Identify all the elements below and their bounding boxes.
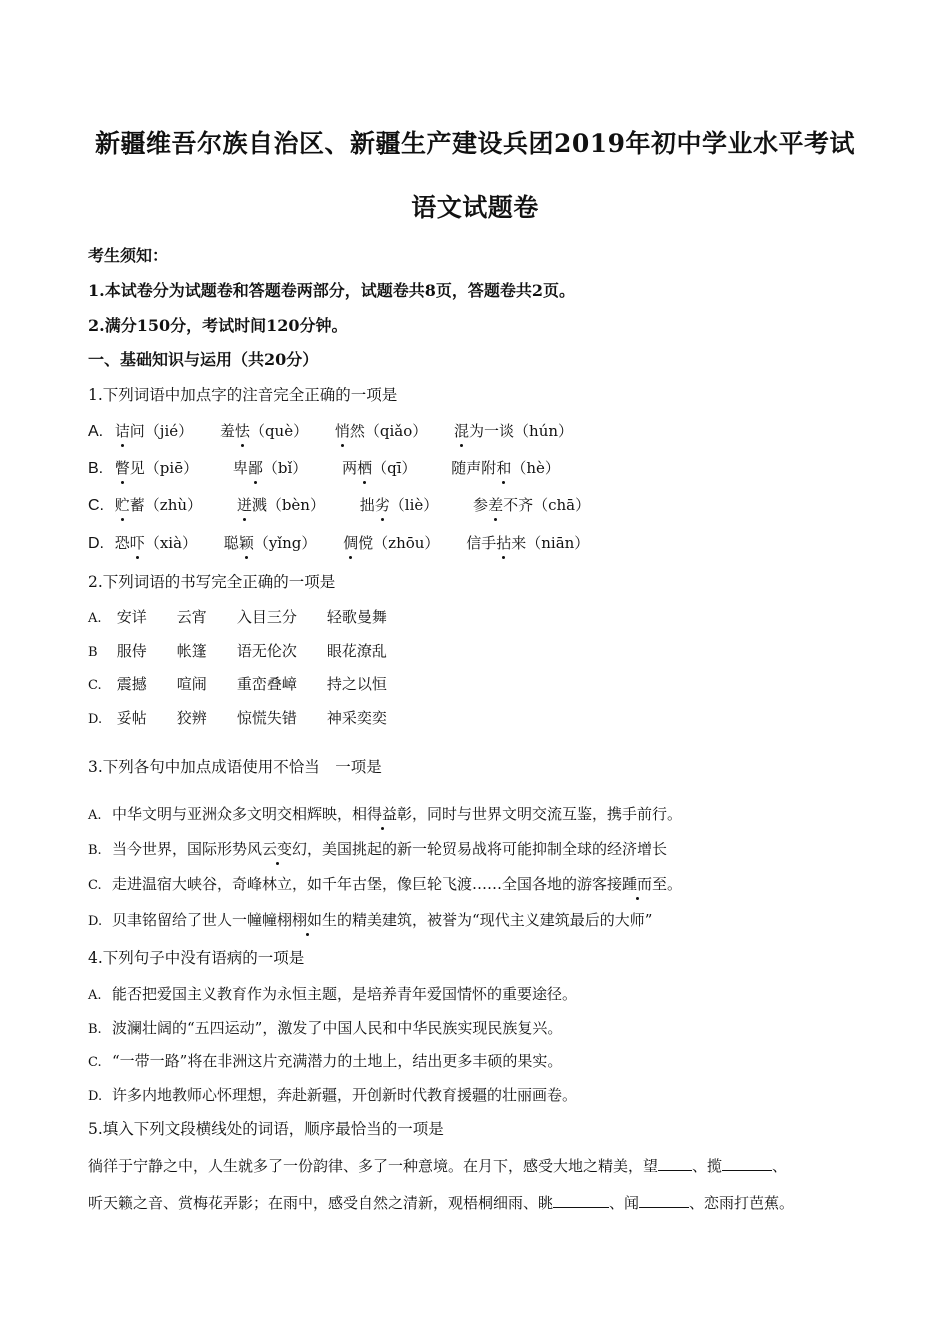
fill-blank[interactable] [722, 1156, 772, 1171]
option-label: B. [88, 460, 104, 477]
option-label: A. [88, 423, 104, 440]
fill-blank[interactable] [553, 1193, 609, 1208]
option-label: B [88, 645, 98, 660]
q5-passage-line-1: 徜徉于宁静之中，人生就多了一份韵律、多了一种意境。在月下，感受大地之精美，望 、揽 、 [88, 1157, 788, 1175]
fill-blank[interactable] [639, 1193, 689, 1208]
option-label: C. [88, 497, 104, 514]
q3-option-d: D. 贝聿铭留给了世人一幢幢栩栩如生的精美建筑，被誉为“现代主义建筑最后的大师” [88, 911, 653, 929]
q2-option-c: C. 震撼 喧闹 重峦叠嶂 持之以恒 [88, 675, 387, 693]
q2-option-a: A. 安详 云宵 入目三分 轻歌曼舞 [88, 608, 387, 626]
q3-option-a: A. 中华文明与亚洲众多文明交相辉映，相得益彰，同时与世界文明交流互鉴，携手前行。 [88, 805, 683, 823]
q4-option-b: B. 波澜壮阔的“五四运动”，激发了中国人民和中华民族实现民族复兴。 [88, 1019, 563, 1037]
q4-option-c: C. “一带一路”将在非洲这片充满潜力的土地上，结出更多丰硕的果实。 [88, 1052, 563, 1070]
option-label: C. [88, 678, 102, 693]
q4-option-d: D. 许多内地教师心怀理想，奔赴新疆，开创新时代教育援疆的壮丽画卷。 [88, 1086, 578, 1104]
notice-heading: 考生须知： [88, 246, 169, 265]
q5-stem: 5.填入下列文段横线处的词语，顺序最恰当的一项是 [88, 1120, 444, 1138]
exam-title: 新疆维吾尔族自治区、新疆生产建设兵团2019年初中学业水平考试 [94, 129, 856, 158]
q1-option-d: D. 恐吓（xià） 聪颖（yǐng） 倜傥（zhōu） 信手拈来（niān） [88, 534, 590, 552]
q2-option-d: D. 妥帖 狡辨 惊慌失错 神采奕奕 [88, 709, 387, 727]
section-heading: 一、基础知识与运用（共20分） [88, 350, 319, 369]
fill-blank[interactable] [658, 1156, 692, 1171]
q3-stem: 3.下列各句中加点成语使用不恰当 一项是 [88, 758, 382, 776]
notice-item-1: 1.本试卷分为试题卷和答题卷两部分，试题卷共8页，答题卷共2页。 [88, 281, 575, 300]
q3-option-c: C. 走进温宿大峡谷，奇峰林立，如千年古堡，像巨轮飞渡……全国各地的游客接踵而至。 [88, 875, 683, 893]
q2-stem: 2.下列词语的书写完全正确的一项是 [88, 573, 336, 591]
q1-stem: 1.下列词语中加点字的注音完全正确的一项是 [88, 386, 398, 404]
q3-option-b: B. 当今世界，国际形势风云变幻，美国挑起的新一轮贸易战将可能抑制全球的经济增长 [88, 840, 668, 858]
q2-option-b: B 服侍 帐篷 语无伦次 眼花潦乱 [88, 642, 387, 660]
notice-item-2: 2.满分150分，考试时间120分钟。 [88, 316, 348, 335]
q1-option-c: C. 贮蓄（zhù） 迸溅（bèn） 拙劣（liè） 参差不齐（chā） [88, 496, 591, 514]
exam-subtitle: 语文试题卷 [411, 193, 539, 222]
option-label: D. [88, 712, 103, 727]
option-label: D. [88, 535, 104, 552]
q1-option-b: B. 瞥见（piē） 卑鄙（bǐ） 两栖（qī） 随声附和（hè） [88, 459, 560, 477]
option-label: A. [88, 611, 102, 626]
q4-stem: 4.下列句子中没有语病的一项是 [88, 949, 305, 967]
q4-option-a: A. 能否把爱国主义教育作为永恒主题，是培养青年爱国情怀的重要途径。 [88, 985, 578, 1003]
q1-option-a: A. 诘问（jié） 羞怯（què） 悄然（qiǎo） 混为一谈（hún） [88, 422, 574, 440]
q5-passage-line-2: 听天籁之音、赏梅花弄影；在雨中，感受自然之清新，观梧桐细雨、眺 、闻 、恋雨打芭蕉。 [88, 1194, 795, 1212]
